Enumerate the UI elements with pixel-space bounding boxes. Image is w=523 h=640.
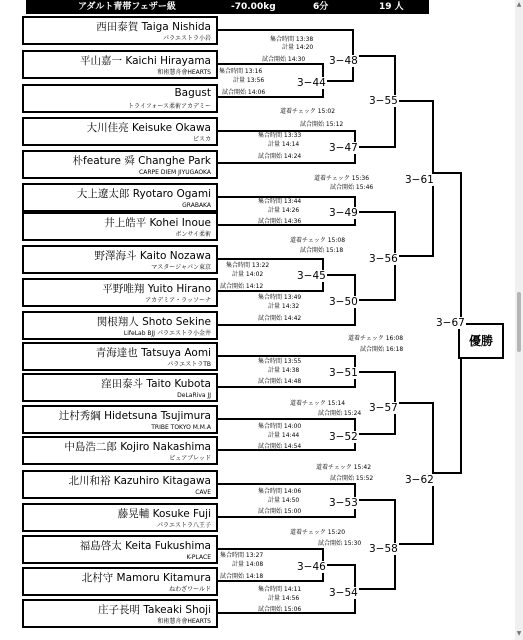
match-number: 3−58 [369,543,398,555]
match-number: 3−48 [329,55,358,67]
schedule-time: 計量 14:26 [268,207,300,214]
competitor-name: 窪田泰斗 Taito Kubota [101,378,211,390]
scroll-down-icon[interactable]: ▼ [516,630,522,637]
competitor-gym: CAVE [195,489,211,496]
competitor-name: 福島啓太 Keita Fukushima [79,540,211,552]
schedule-time: 試合開始 15:12 [300,121,344,128]
competitor-box [22,599,218,628]
competitor-box [22,503,218,532]
competitor-name: 北村守 Mamoru Kitamura [81,572,211,584]
competitor-box [22,436,218,465]
bracket-line [218,483,356,485]
competitor-name: 平山嘉一 Kaichi Hirayama [80,55,211,67]
bracket-line [432,472,462,474]
match-number: 3−57 [369,402,398,414]
schedule-time: 試合開始 14:24 [258,153,302,160]
schedule-time: 道着チェック 16:08 [348,335,404,342]
schedule-time: 集合時間 13:22 [226,262,270,269]
bracket-line [218,162,356,164]
schedule-time: 計量 14:38 [268,367,300,374]
champion-box: 優勝 [458,323,504,359]
bracket-line [218,580,324,582]
match-number: 3−47 [329,142,358,154]
competitor-name: 平野唯翔 Yuito Hirano [102,283,211,295]
competitor-box [22,405,218,434]
competitor-name: 大川佳亮 Keisuke Okawa [86,122,211,134]
competitor-name: 野澤海斗 Kaito Nozawa [94,250,211,262]
bracket-line [218,63,324,65]
bracket-line [356,299,396,301]
competitor-gym: ねわざワールド [169,586,211,593]
schedule-time: 試合開始 15:30 [318,540,362,547]
competitor-box [22,150,218,179]
match-number: 3−49 [329,207,358,219]
match-number: 3−46 [297,561,326,573]
competitor-name: 藤晃輔 Kosuke Fuji [117,508,211,520]
competitor-box [22,183,218,212]
schedule-time: 試合開始 14:48 [258,378,302,385]
schedule-time: 道着チェック 15:36 [314,175,370,182]
schedule-time: 集合時間 13:16 [219,68,263,75]
schedule-time: 試合開始 14:36 [258,218,302,225]
division-name: アダルト青帯フェザー級 [78,2,176,12]
competitor-box [22,84,218,113]
competitor-box [22,342,218,371]
bracket-line [432,172,462,174]
match-number: 3−54 [329,587,358,599]
match-number: 3−44 [297,77,326,89]
bracket-line [218,29,354,31]
competitor-box [22,16,218,45]
bracket-line [218,516,356,518]
schedule-time: 道着チェック 15:14 [290,400,346,407]
competitor-gym: 和術慧舟會HEARTS [157,618,211,625]
bracket-line [356,588,396,590]
bracket-line [356,146,396,148]
competitor-name: 青海達也 Tatsuya Aomi [95,347,211,359]
competitor-gym: トライフォース柔術アカデミー [128,103,211,110]
match-number: 3−52 [329,431,358,443]
competitor-box [22,245,218,274]
schedule-time: 計量 14:20 [282,44,314,51]
schedule-time: 計量 14:56 [268,595,300,602]
competitor-name: Bagust [174,87,211,99]
competitor-box [22,470,218,499]
scrollbar-thumb[interactable] [517,292,521,352]
bracket-line [460,172,462,323]
division-header [26,0,429,14]
competitor-name: 西田泰賀 Taiga Nishida [96,21,211,33]
schedule-time: 道着チェック 15:20 [290,529,346,536]
match-number: 3−53 [329,497,358,509]
competitor-gym: ピスカ [192,136,211,143]
schedule-time: 集合時間 13:44 [258,198,302,205]
bracket-line [218,355,356,357]
match-number: 3−61 [405,174,434,186]
schedule-time: 集合時間 14:11 [258,586,302,593]
bracket-line [394,255,434,257]
competitor-gym: DeLaRiva JJ [177,392,211,399]
bracket-line [218,548,324,550]
bracket-line [218,386,356,388]
schedule-time: 計量 14:50 [268,497,300,504]
competitor-name: 中島浩二郎 Kojiro Nakashima [64,441,211,453]
competitor-gym: パラエストラ八王子 [156,522,211,529]
schedule-time: 集合時間 13:27 [220,552,264,559]
match-number: 3−51 [329,367,358,379]
schedule-time: 試合開始 14:42 [258,315,302,322]
match-number: 3−55 [369,95,398,107]
bracket-line [218,258,324,260]
bracket-line [394,543,434,545]
competitor-gym: マスタージャパン東京 [151,264,211,271]
schedule-time: 道着チェック 15:02 [280,108,336,115]
schedule-time: 集合時間 13:49 [258,294,302,301]
match-number: 3−50 [329,296,358,308]
competitor-gym: K-PLACE [186,554,211,561]
competitor-gym: パラエストラ小岩 [162,35,211,42]
competitor-gym: パラエストラTB [167,361,211,368]
bracket-line [322,274,356,276]
schedule-time: 計量 14:32 [268,303,300,310]
schedule-time: 計量 14:08 [232,561,264,568]
competitor-gym: LifeLab BJJ パラエストラ小金井 [123,330,211,337]
competitor-name: 朴feature 舜 Changhe Park [72,155,211,167]
schedule-time: 試合開始 15:46 [330,184,374,191]
schedule-time: 集合時間 14:00 [258,423,302,430]
competitor-name: 北川和裕 Kazuhiro Kitagawa [68,475,211,487]
competitor-name: 大上遼太郎 Ryotaro Ogami [76,188,211,200]
competitor-box [22,567,218,596]
competitor-count: 19 人 [379,2,404,12]
schedule-time: 道着チェック 15:42 [316,464,372,471]
schedule-time: 試合開始 14:12 [220,283,264,290]
competitor-box [22,373,218,402]
schedule-time: 試合開始 15:00 [258,508,302,515]
bracket-line [218,324,356,326]
scroll-up-icon[interactable]: ▲ [516,1,522,8]
competitor-gym: CARPE DIEM JIYUGAOKA [139,169,211,176]
schedule-time: 試合開始 14:30 [262,56,306,63]
competitor-name: 庄子長明 Takeaki Shoji [98,604,211,616]
competitor-gym: GRABAKA [182,202,211,209]
bracket-line [218,290,324,292]
match-number: 3−67 [436,317,465,329]
schedule-time: 道着チェック 15:08 [290,237,346,244]
schedule-time: 集合時間 13:55 [258,358,302,365]
bracket-line [218,418,356,420]
schedule-time: 試合開始 15:24 [318,410,362,417]
schedule-time: 計量 14:14 [268,141,300,148]
competitor-box [22,117,218,146]
schedule-time: 計量 14:44 [268,432,300,439]
bracket-line [356,499,396,501]
schedule-time: 試合開始 14:06 [222,89,266,96]
competitor-box [22,311,218,340]
schedule-time: 試合開始 16:18 [360,346,404,353]
competitor-name: 関根翔人 Shoto Sekine [96,316,211,328]
bracket-line [394,100,434,102]
bracket-line [356,371,396,373]
schedule-time: 集合時間 13:33 [258,132,302,139]
competitor-gym: 和術慧舟會HEARTS [157,69,211,76]
bracket-line [354,55,396,57]
bracket-line [356,211,396,213]
competitor-gym: ピュアブレッド [169,455,211,462]
competitor-gym: ボンサイ柔術 [175,231,211,238]
competitor-box [22,50,218,79]
match-number: 3−62 [405,474,434,486]
bracket-line [356,433,396,435]
match-duration: 6分 [313,2,329,12]
bracket-line [394,402,434,404]
bracket-line [322,564,356,566]
schedule-time: 試合開始 15:18 [300,247,344,254]
competitor-box [22,535,218,564]
competitor-name: 辻村秀綱 Hidetsuna Tsujimura [58,410,211,422]
match-number: 3−45 [297,270,326,282]
bracket-line [218,96,324,98]
schedule-time: 計量 14:02 [232,271,264,278]
weight-limit: -70.00kg [231,2,276,12]
competitor-gym: TRIBE TOKYO M.M.A [151,424,211,431]
schedule-time: 集合時間 14:06 [258,488,302,495]
competitor-box [22,278,218,307]
bracket-line [460,359,462,474]
schedule-time: 試合開始 14:54 [258,443,302,450]
competitor-gym: アカデミア・ラッソーナ [145,297,211,304]
schedule-time: 計量 13:56 [233,77,265,84]
schedule-time: 試合開始 15:06 [258,606,302,613]
competitor-name: 井上皓平 Kohei Inoue [104,217,211,229]
competitor-box [22,212,218,241]
schedule-time: 試合開始 15:52 [330,475,374,482]
schedule-time: 試合開始 14:18 [220,573,264,580]
schedule-time: 集合時間 13:38 [270,36,314,43]
match-number: 3−56 [369,253,398,265]
